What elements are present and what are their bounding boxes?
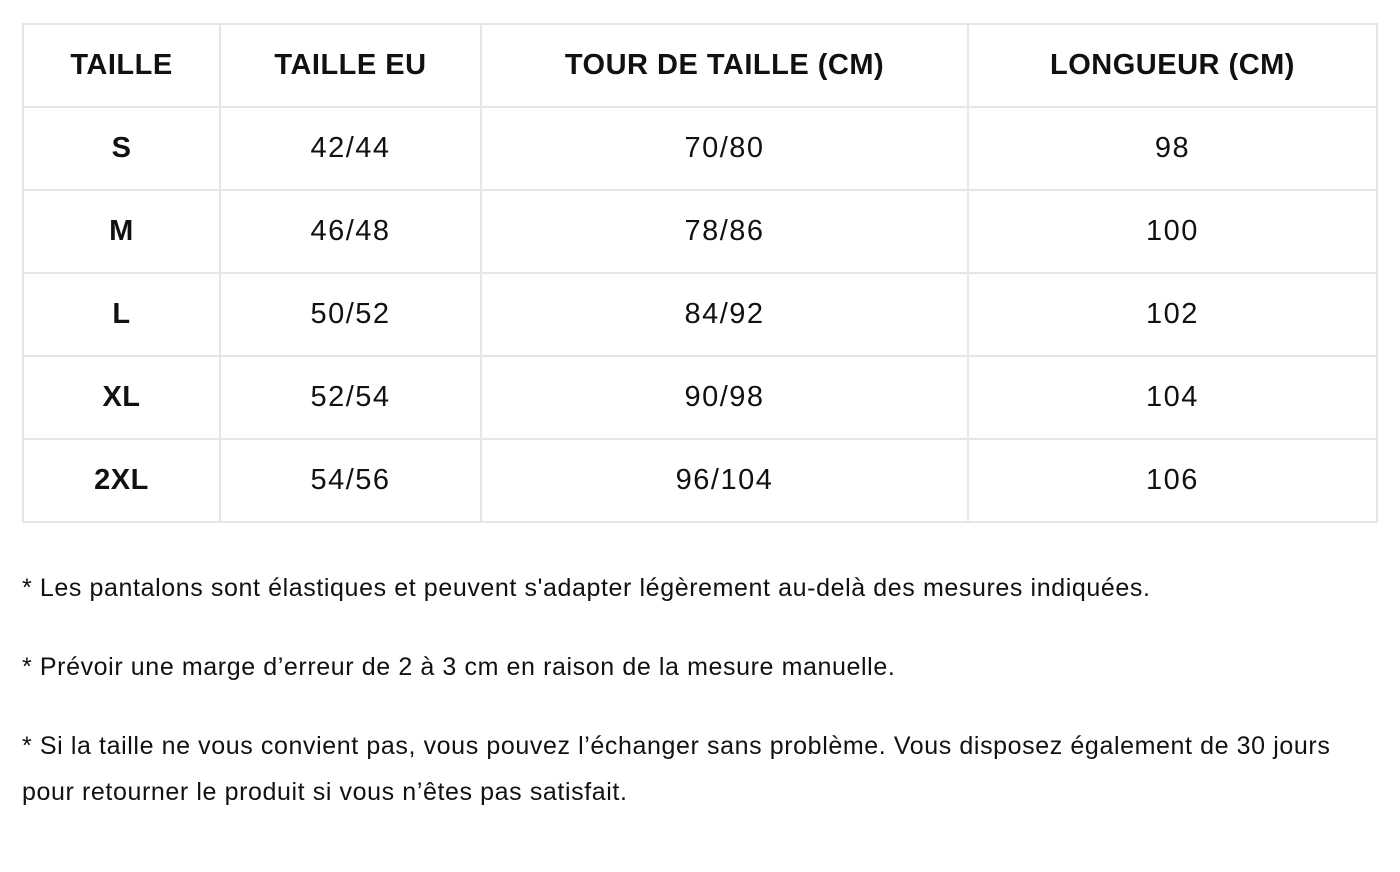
header-row: [23, 24, 1377, 107]
waist-cell: 84/92: [481, 273, 968, 356]
header-length: LONGUEUR (CM): [968, 24, 1377, 107]
note-margin-of-error: * Prévoir une marge d’erreur de 2 à 3 cm en raison de la mesure manuelle.: [22, 653, 896, 681]
size-eu-cell: 54/56: [220, 439, 481, 522]
length-cell: 104: [968, 356, 1377, 439]
size-chart-table: [22, 23, 1378, 523]
size-eu-cell: 42/44: [220, 107, 481, 190]
table-row: [23, 190, 1377, 273]
table-row: [23, 273, 1377, 356]
table-body: [23, 107, 1377, 522]
size-eu-cell: 52/54: [220, 356, 481, 439]
size-cell: S: [23, 107, 220, 190]
size-cell: M: [23, 190, 220, 273]
size-cell: L: [23, 273, 220, 356]
size-cell: XL: [23, 356, 220, 439]
waist-cell: 70/80: [481, 107, 968, 190]
note-exchange-return: * Si la taille ne vous convient pas, vous pouvez l’échanger sans problème. Vous disposez également de 30 jours pour retourner le produit si vous n’êtes pas satisfait.: [22, 732, 1331, 806]
size-eu-cell: 50/52: [220, 273, 481, 356]
waist-cell: 96/104: [481, 439, 968, 522]
waist-cell: 78/86: [481, 190, 968, 273]
waist-cell: 90/98: [481, 356, 968, 439]
size-cell: 2XL: [23, 439, 220, 522]
table-row: [23, 107, 1377, 190]
length-cell: 102: [968, 273, 1377, 356]
header-size-eu: TAILLE EU: [220, 24, 481, 107]
table-row: [23, 356, 1377, 439]
size-eu-cell: 46/48: [220, 190, 481, 273]
notes-section: [22, 565, 1352, 848]
table-row: [23, 439, 1377, 522]
length-cell: 100: [968, 190, 1377, 273]
length-cell: 106: [968, 439, 1377, 522]
note-elastic: * Les pantalons sont élastiques et peuvent s'adapter légèrement au-delà des mesures indiquées.: [22, 574, 1151, 602]
table-header: [23, 24, 1377, 107]
length-cell: 98: [968, 107, 1377, 190]
header-size: TAILLE: [23, 24, 220, 107]
header-waist: TOUR DE TAILLE (CM): [481, 24, 968, 107]
